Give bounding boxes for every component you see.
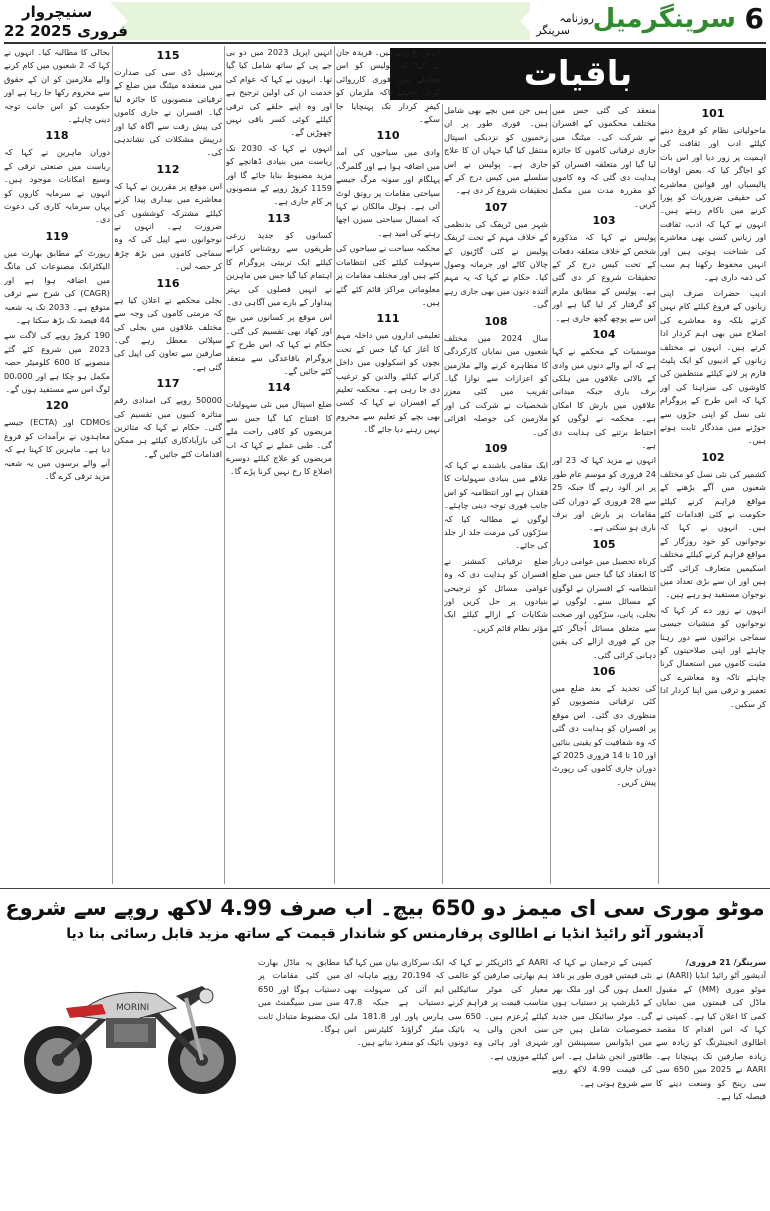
story-number: 114 <box>267 381 291 395</box>
ad-column-5 <box>258 956 340 1206</box>
story-text: شہر میں ٹریفک کی بدنظمی کے خلاف مہم کے تحت ٹریفک پولیس نے کئی گاڑیوں کے چالان کاٹے اور جرمانہ وصول کیا۔ حکام نے کہا کہ یہ مہم آئندہ دنوں میں بھی جاری رہے گی۔ <box>444 218 548 310</box>
ad-subheadline: آدیشور آٹو رائیڈ انڈیا نے اطالوی پرفارمنس کو شاندار قیمت کے ساتھ مزید قابل رسائی بنا دیا <box>66 926 704 942</box>
story-number: 106 <box>592 665 616 679</box>
ad-headline: موٹو موری سی ای میمز دو 650 بیچ۔ اب صرف 4.99 لاکھ روپے سے شروع <box>5 896 765 920</box>
story-text: ادیب حضرات صرف اپنی زبانوں کے فروغ کیلئے کام نہیں کرتے بلکہ وہ معاشرے کی اصلاح میں بھی اہم کردار ادا کرتے ہیں۔ انہوں نے مختلف زبانوں کے ادیبوں کو ایک پلیٹ فارم پر لانے کیلئے منتظمین کی کاوشوں کی سراہنا کی اور کہا کہ اس طرح کے پروگرام نئی نسل کو اپنی جڑوں سے جوڑنے میں مددگار ثابت ہوتے ہیں۔ <box>660 287 766 446</box>
story-text: انہیں اپریل 2023 میں دو بی جے پی کے ساتھ شامل کیا گیا تھا۔ انہوں نے کہا کہ عوام کی خدمت ان کی اولین ترجیح ہے اور وہ اپنے حلقے کی ترقی کیلئے کوئی کسر باقی نہیں چھوڑیں گے۔ <box>226 47 332 138</box>
news-column-5 <box>226 46 332 884</box>
story-text: ماحولیاتی نظام کو فروغ دینے کیلئے ادب اور ثقافت کی اہمیت پر زور دیا اور اس بات کو اجاگر کیا کہ بعض اوقات پالیسیاں اور قوانین معاشرے کی حقیقی ضروریات کو پورا کرنے میں ناکام رہتے ہیں۔ انہوں نے کہا کہ ادب، ثقافت اور زبانیں کسی بھی معاشرے کی شناخت ہوتی ہیں اور انہیں محفوظ رکھنا ہم سب کی ذمہ داری ہے۔ <box>660 125 766 283</box>
ad-column-1 <box>656 956 766 1206</box>
ad-divider <box>0 888 770 889</box>
story-text: CDMOs اور (ECTA) جیسے معاہدوں نے برآمدات کو فروغ دیا ہے۔ ماہرین کا کہنا ہے کہ آنے والے برسوں میں یہ شعبہ مزید ترقی کرے گا۔ <box>4 417 110 481</box>
story-number: 112 <box>156 162 180 176</box>
story-number: 101 <box>701 107 725 120</box>
story-text: پولیس نے کہا کہ مذکورہ شخص کے خلاف متعلقہ دفعات کے تحت کیس درج کر کے تحقیقات شروع کر دی گئی ہے۔ پولیس کے مطابق ملزم کو گرفتار کر لیا گیا ہے اور اس سے پوچھ گچھ جاری ہے۔ <box>552 232 656 323</box>
story-text: کسانوں کو جدید زرعی طریقوں سے روشناس کرانے کیلئے ایک تربیتی پروگرام کا اہتمام کیا گیا جس میں ماہرین نے انہیں فصلوں کی بہتر پیداوار کے بارے میں آگاہی دی۔ <box>226 229 332 307</box>
story-text: ضلع ترقیاتی کمشنر نے افسران کو ہدایت دی کہ وہ عوامی مسائل کو ترجیحی بنیادوں پر حل کریں اور شکایات کے ازالے کیلئے ایک مؤثر نظام قائم کریں۔ <box>444 555 548 633</box>
column-divider <box>224 46 225 884</box>
story-text: رپورٹ کے مطابق بھارت میں الیکٹرانک مصنوعات کی مانگ میں اضافہ ہوا ہے اور (CAGR) کی شرح سے ترقی متوقع ہے۔ 2033 تک یہ شعبہ 44 فیصد تک بڑھ سکتا ہے۔ <box>4 247 110 325</box>
story-text: ضلع اسپتال میں نئی سہولیات کا افتتاح کیا گیا جس سے مریضوں کو کافی راحت ملے گی۔ طبی عملے نے کہا کہ اب مریضوں کو علاج کیلئے دوسرے اضلاع کا رخ نہیں کرنا پڑے گا۔ <box>226 399 332 477</box>
story-number: 116 <box>156 276 180 290</box>
column-divider <box>442 104 443 884</box>
story-number: 115 <box>156 49 180 62</box>
story-text: انہوں نے مزید کہا کہ 23 اور 24 فروری کو موسم عام طور پر ابر آلود رہے گا جبکہ 25 سے 28 فروری کے دوران کئی مقامات پر بارش اور برف باری ہو سکتی ہے۔ <box>552 455 656 533</box>
page-number: 6 <box>744 2 764 35</box>
ad-text: مطابق یہ ماڈل بھارت میں کئی مقامات پر دستیاب ہوگا اور 650 سی سی سیگمنٹ میں ایک مضبوط متبادل ثابت ہوگا۔ <box>258 957 340 1035</box>
section-title: باقیات <box>523 54 633 94</box>
story-number: 117 <box>156 377 180 391</box>
story-text: پرنسپل ڈی سی کی صدارت میں منعقدہ میٹنگ میں ضلع کے ترقیاتی منصوبوں کا جائزہ لیا گیا۔ افسران نے جاری کاموں کی پیش رفت سے آگاہ کیا اور درپیش مشکلات کی نشاندہی کی۔ <box>114 67 222 158</box>
story-number: 119 <box>45 229 69 243</box>
masthead-rule <box>4 42 766 44</box>
column-divider <box>334 46 335 884</box>
story-text: منعقد کی گئی جس میں مختلف محکموں کے افسران نے شرکت کی۔ میٹنگ میں جاری ترقیاتی کاموں کا جائزہ لیا گیا اور متعلقہ افسران کو ہدایت دی گئی کہ وہ کاموں کو مقررہ مدت میں مکمل کریں۔ <box>552 105 656 209</box>
story-number: 118 <box>45 129 69 143</box>
ad-text: ایک سرکاری بیان میں کہا گیا کہ 20،194 روپے ماہانہ ای ایم آئی کی سہولت بھی دستیاب ہے جبکہ 47.8 ہارس پاور اور 181.8 ملی میٹر گراؤنڈ کلیئرنس اس بائیک کو منفرد بناتے ہیں۔ <box>344 957 444 1048</box>
story-number: 102 <box>701 450 725 464</box>
story-number: 107 <box>484 200 508 214</box>
ad-text: AARI کے ڈائریکٹر نے کہا کہ ہم بھارتی صارفین کو عالمی معیار کی موٹر سائیکلیں مناسب قیمت پر فراہم کرنے کیلئے پُرعزم ہیں۔ 650 سی سی انجن والی یہ بائیک شہری اور ہائی وے دونوں کیلئے موزوں ہے۔ <box>448 957 548 1061</box>
story-number: 104 <box>592 328 616 342</box>
story-text: کرناہ تحصیل میں عوامی دربار کا انعقاد کیا گیا جس میں ضلع انتظامیہ کے افسران نے لوگوں کے مسائل سنے۔ لوگوں نے بجلی، پانی، سڑکوں اور صحت سے متعلق مسائل اُجاگر کئے جن کے فوری ازالے کی یقین دہانی کرائی گئی۔ <box>552 555 656 660</box>
story-text: ایک مقامی باشندے نے کہا کہ علاقے میں بنیادی سہولیات کا فقدان ہے اور انتظامیہ کو اس جانب فوری توجہ دینی چاہئے۔ لوگوں نے مطالبہ کیا کہ سڑکوں کی مرمت جلد از جلد کی جائے۔ <box>444 459 548 551</box>
story-text: موسمیات کے محکمے نے کہا ہے کہ آنے والے دنوں میں وادی کے بالائی علاقوں میں ہلکی برف باری جبکہ میدانی علاقوں میں بارش کا امکان ہے۔ محکمہ نے لوگوں کو احتیاط برتنے کی ہدایت دی ہے۔ <box>552 346 656 450</box>
column-divider <box>658 104 659 884</box>
news-column-2 <box>552 104 656 884</box>
story-text: 190 کروڑ روپے کی لاگت سے 2023 میں شروع کئے گئے منصوبے کا 600 کلومیٹر حصہ مکمل ہو چکا ہے اور 00،000 لوگ اس سے مستفید ہوں گے۔ <box>4 330 110 394</box>
ad-column-4 <box>344 956 444 1206</box>
story-number: 113 <box>267 211 291 225</box>
story-text: بحالی کا مطالبہ کیا۔ انہوں نے کہا کہ 2 شعبوں میں کام کرنے والے ملازمین کو ان کے حقوق سے محروم رکھا جا رہا ہے اور حکومت کو اس جانب توجہ دینی چاہئے۔ <box>4 47 110 125</box>
column-divider <box>550 104 551 884</box>
story-number: 108 <box>484 314 508 328</box>
story-text: انہیں بچ رہے ہیں۔ فریدہ جان نے کہا کہ پولیس کو اس معاملے میں فوری کارروائی کرنی چاہئے تاکہ ملزمان کو کیفرِ کردار تک پہنچایا جا سکے۔ <box>336 47 440 125</box>
story-number: 103 <box>592 214 616 228</box>
story-text: بجلی محکمے نے اعلان کیا ہے کہ مرمتی کاموں کی وجہ سے مختلف علاقوں میں بجلی کی سپلائی معطل رہے گی۔ صارفین سے تعاون کی اپیل کی گئی ہے۔ <box>114 294 222 372</box>
story-text: سال 2024 میں مختلف شعبوں میں نمایاں کارکردگی کا مظاہرہ کرنے والے ملازمین کو اعزازات سے نوازا گیا۔ تقریب میں کئی معزز شخصیات نے شرکت کی اور ملازمین کی حوصلہ افزائی کی۔ <box>444 332 548 437</box>
day-label: سنیچروار <box>22 3 93 21</box>
bike-brand: MORINI <box>116 1003 150 1013</box>
city-label: سرینگر <box>536 24 570 37</box>
story-text: اس موقع پر کسانوں میں بیج اور کھاد بھی تقسیم کی گئی۔ حکام نے کہا کہ اس طرح کے پروگرام باقاعدگی سے منعقد کئے جائیں گے۔ <box>226 312 332 376</box>
date-label: 22 فروری 2025 <box>4 22 128 40</box>
story-number: 111 <box>376 312 400 326</box>
story-text: محکمہ سیاحت نے سیاحوں کی سہولت کیلئے کئی انتظامات کئے ہیں اور مختلف مقامات پر معلوماتی مراکز قائم کئے گئے ہیں۔ <box>336 243 440 307</box>
news-column-7 <box>4 46 110 884</box>
story-number: 120 <box>45 399 69 413</box>
story-text: وادی میں سیاحوں کی آمد میں اضافہ ہوا ہے اور گلمرگ، پہلگام اور سونہ مرگ جیسے سیاحتی مقامات پر رونق لوٹ آئی ہے۔ ہوٹل مالکان نے کہا کہ امسال سیاحتی سیزن اچھا رہنے کی امید ہے۔ <box>336 147 440 238</box>
news-column-6 <box>114 46 222 884</box>
story-text: ہیں جن میں بچے بھی شامل ہیں۔ فوری طور پر ان زخمیوں کو نزدیکی اسپتال منتقل کیا گیا جہاں ان کا علاج جاری ہے۔ پولیس نے اس سلسلے میں کیس درج کر کے تحقیقات شروع کر دی ہے۔ <box>444 105 548 196</box>
story-number: 105 <box>592 537 616 551</box>
ad-dateline: سرینگر/ 21 فروری/ <box>685 957 766 967</box>
ad-column-2 <box>552 956 652 1206</box>
story-number: 110 <box>376 129 400 143</box>
section-banner <box>390 48 766 100</box>
story-text: انہوں نے زور دے کر کہا کہ نوجوانوں کو منشیات جیسی سماجی برائیوں سے دور رہنا چاہئے اور اپنی صلاحیتوں کو مثبت کاموں میں استعمال کرنا چاہئے تاکہ وہ معاشرے کی تعمیر و ترقی میں اپنا کردار ادا کر سکیں۔ <box>660 604 766 709</box>
masthead <box>0 0 770 44</box>
paper-name: سرینگرمیل <box>592 4 736 34</box>
story-text: اس موقع پر مقررین نے کہا کہ معاشرے میں بیداری پیدا کرنے کیلئے مشترکہ کوششوں کی ضرورت ہے۔ انہوں نے نوجوانوں سے اپیل کی کہ وہ سماجی کاموں میں بڑھ چڑھ کر حصہ لیں۔ <box>114 180 222 272</box>
ad-text: آدیشور آٹو رائیڈ انڈیا (AARI) نے موٹو موری (MM) کے مقبول ماڈل کی قیمتوں میں نمایاں کمی کا اعلان کیا ہے۔ کمپنی نے کہا کہ اس اقدام کا مقصد اطالوی انجینئرنگ کو زیادہ سے زیادہ صارفین تک پہنچانا ہے۔ AARI نے 2025 میں 650 سی سی رینج کو وسعت دینے کا فیصلہ کیا ہے۔ <box>656 970 766 1102</box>
ad-column-3 <box>448 956 548 1206</box>
motorcycle-image <box>6 956 252 1100</box>
story-text: دوران ماہرین نے کہا کہ ریاست میں صنعتی ترقی کے وسیع امکانات موجود ہیں۔ انہوں نے سرمایہ کاروں کو یہاں سرمایہ کاری کی دعوت دی۔ <box>4 147 110 225</box>
story-text: تعلیمی اداروں میں داخلہ مہم کا آغاز کیا گیا جس کے تحت بچوں کو اسکولوں میں داخل کرانے کیلئے والدین کو ترغیب دی جا رہی ہے۔ محکمہ تعلیم کے افسران نے کہا کہ کسی بھی بچے کو تعلیم سے محروم نہیں رہنے دیا جائے گا۔ <box>336 330 440 435</box>
daily-label: روزنامہ <box>559 12 594 25</box>
story-number: 109 <box>484 441 508 455</box>
column-divider <box>112 46 113 884</box>
story-text: کی تجدید کے بعد ضلع میں کئی ترقیاتی منصوبوں کو منظوری دی گئی۔ اس موقع پر افسران کو ہدایت دی گئی کہ وہ شفافیت کو یقینی بنائیں اور 10 تا 14 فروری 2025 کے دوران جاری کاموں کی رپورٹ پیش کریں۔ <box>552 683 656 787</box>
news-column-1 <box>660 104 766 884</box>
story-text: کشمیر کی نئی نسل کو مختلف شعبوں میں آگے بڑھنے کے مواقع فراہم کرنے کیلئے حکومت نے کئی اقدامات کئے ہیں۔ انہوں نے کہا کہ نوجوانوں کو خود روزگار کے مواقع فراہم کرنے کیلئے مختلف اسکیمیں متعارف کرائی گئی ہیں اور ان سے بڑی تعداد میں نوجوان مستفید ہو رہے ہیں۔ <box>660 468 766 600</box>
news-column-3 <box>444 104 548 884</box>
story-text: انہوں نے کہا کہ 2030 تک ریاست میں بنیادی ڈھانچے کو مزید مضبوط بنایا جائے گا اور 1159 کروڑ روپے کے منصوبوں پر کام جاری ہے۔ <box>226 142 332 207</box>
story-text: 50000 روپے کی امدادی رقم متاثرہ کنبوں میں تقسیم کی گئی۔ حکام نے کہا کہ متاثرین کی بازآبادکاری کیلئے ہر ممکن اقدامات کئے جائیں گے۔ <box>114 395 222 459</box>
news-column-4 <box>336 46 440 884</box>
ad-text: کمپنی کے ترجمان نے کہا کہ نئی قیمتیں فوری طور پر نافذ العمل ہوں گی اور ملک بھر کے ڈیلرشپ پر دستیاب ہوں گی۔ موٹر سائیکل میں جدید خصوصیات شامل ہیں جن میں ایڈوانس سسپنشن اور طاقتور انجن شامل ہے۔ اس کی قیمت 4.99 لاکھ روپے سے شروع ہوتی ہے۔ <box>552 957 652 1088</box>
